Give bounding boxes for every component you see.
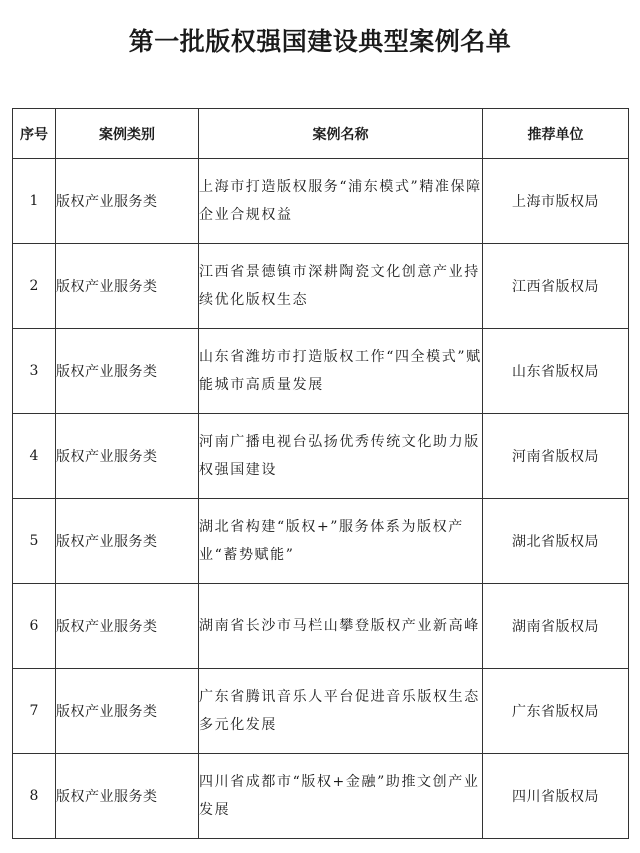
cell-unit: 湖北省版权局 [483,499,629,584]
cell-unit: 山东省版权局 [483,329,629,414]
header-num: 序号 [13,109,56,159]
page-title: 第一批版权强国建设典型案例名单 [128,27,512,56]
table-row [13,329,629,414]
cell-category: 版权产业服务类 [56,244,199,329]
cell-num: 1 [13,159,56,244]
cell-name: 河南广播电视台弘扬优秀传统文化助力版权强国建设 [199,414,483,499]
table-header-row [13,109,629,159]
cell-unit: 上海市版权局 [483,159,629,244]
header-category: 案例类别 [56,109,199,159]
cell-category: 版权产业服务类 [56,754,199,839]
cell-name: 上海市打造版权服务“浦东模式”精准保障企业合规权益 [199,159,483,244]
cell-category: 版权产业服务类 [56,329,199,414]
cell-name: 湖北省构建“版权+”服务体系为版权产业“蓄势赋能” [199,499,483,584]
header-unit: 推荐单位 [483,109,629,159]
cell-unit: 四川省版权局 [483,754,629,839]
cell-name: 广东省腾讯音乐人平台促进音乐版权生态多元化发展 [199,669,483,754]
table-row [13,414,629,499]
table-row [13,159,629,244]
cell-name: 四川省成都市“版权+金融”助推文创产业发展 [199,754,483,839]
cell-name: 江西省景德镇市深耕陶瓷文化创意产业持续优化版权生态 [199,244,483,329]
cell-category: 版权产业服务类 [56,159,199,244]
cell-category: 版权产业服务类 [56,584,199,669]
cell-category: 版权产业服务类 [56,669,199,754]
cell-category: 版权产业服务类 [56,414,199,499]
cell-num: 3 [13,329,56,414]
cell-num: 5 [13,499,56,584]
cell-num: 7 [13,669,56,754]
cell-category: 版权产业服务类 [56,499,199,584]
cell-num: 6 [13,584,56,669]
table-row [13,499,629,584]
header-name: 案例名称 [199,109,483,159]
cell-num: 4 [13,414,56,499]
cell-num: 2 [13,244,56,329]
case-list-table [12,108,629,839]
table-row [13,669,629,754]
cell-num: 8 [13,754,56,839]
table-row [13,754,629,839]
cell-unit: 江西省版权局 [483,244,629,329]
table-row [13,584,629,669]
cell-unit: 河南省版权局 [483,414,629,499]
cell-unit: 广东省版权局 [483,669,629,754]
cell-name: 山东省潍坊市打造版权工作“四全模式”赋能城市高质量发展 [199,329,483,414]
cell-unit: 湖南省版权局 [483,584,629,669]
cell-name: 湖南省长沙市马栏山攀登版权产业新高峰 [199,584,483,669]
table-row [13,244,629,329]
